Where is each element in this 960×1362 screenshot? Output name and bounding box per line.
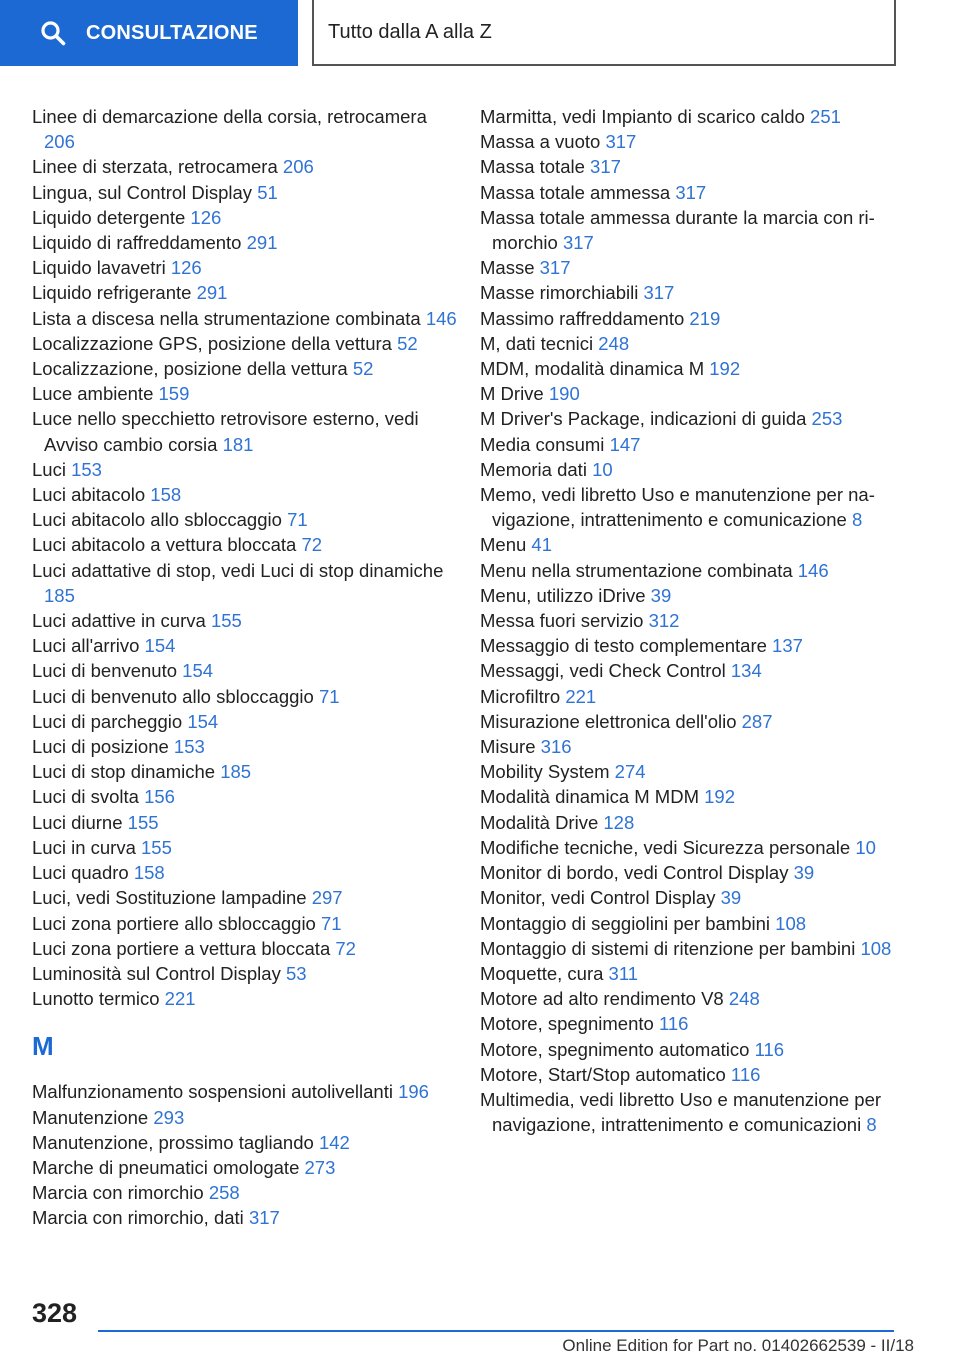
footer-divider	[98, 1330, 894, 1332]
index-entry	[480, 885, 910, 910]
entry-text: Massimo raffreddamento	[480, 307, 685, 329]
index-entry	[32, 306, 462, 331]
entry-text: Massa totale	[480, 156, 585, 178]
entry-text: Marcia con rimorchio	[32, 1182, 204, 1204]
entry-page-link[interactable]: 317	[643, 282, 675, 304]
entry-page-link[interactable]: 146	[797, 559, 829, 581]
entry-page-link[interactable]: 10	[592, 458, 613, 480]
index-entry	[480, 658, 910, 683]
entry-page-link[interactable]: 39	[793, 862, 815, 884]
entry-text: Massa totale ammessa durante la marcia con rimorchio	[480, 206, 875, 254]
entry-text: Luci diurne	[32, 811, 123, 833]
index-entry	[480, 129, 910, 154]
index-entry	[480, 356, 910, 381]
index-entry	[480, 104, 910, 129]
index-entry	[480, 331, 910, 356]
index-entry	[480, 381, 910, 406]
entry-page-link[interactable]: 39	[720, 887, 742, 909]
entry-page-link[interactable]: 51	[257, 181, 278, 203]
index-entry	[32, 180, 462, 205]
entry-page-link[interactable]: 317	[605, 131, 637, 153]
entry-page-link[interactable]: 221	[164, 988, 196, 1010]
index-entry	[32, 507, 462, 532]
entry-page-link[interactable]: 39	[650, 584, 672, 606]
index-entry	[480, 255, 910, 280]
entry-text: Luci di benvenuto allo sbloccaggio	[32, 685, 314, 707]
entry-page-link[interactable]: 71	[320, 912, 342, 934]
entry-text: Motore, spegnimento	[480, 1013, 654, 1035]
index-entry	[480, 1011, 910, 1036]
entry-page-link[interactable]: 128	[603, 811, 635, 833]
entry-text: Mobility System	[480, 761, 610, 783]
entry-page-link[interactable]: 251	[810, 106, 841, 127]
entry-text: Modalità Drive	[480, 811, 599, 833]
index-entry	[32, 154, 462, 179]
entry-page-link[interactable]: 71	[287, 509, 308, 531]
entry-page-link[interactable]: 185	[220, 761, 252, 783]
entry-page-link[interactable]: 159	[158, 383, 190, 405]
index-entry	[480, 154, 910, 179]
index-entry	[32, 558, 462, 608]
consultazione-tab[interactable]	[0, 0, 298, 66]
entry-page-link[interactable]: 155	[127, 811, 159, 833]
entry-page-link[interactable]: 253	[811, 408, 843, 430]
index-entry	[32, 810, 462, 835]
entry-page-link[interactable]: 185	[44, 584, 75, 606]
entry-page-link[interactable]: 137	[772, 635, 803, 657]
index-entry	[480, 684, 910, 709]
entry-text: Luci abitacolo allo sbloccaggio	[32, 509, 282, 531]
entry-text: Multimedia, vedi libretto Uso e manutenzione per navigazione, intrattenimento e comunicazioni	[480, 1088, 882, 1136]
entry-page-link[interactable]: 312	[648, 610, 680, 632]
index-entry	[32, 658, 462, 683]
entry-page-link[interactable]: 206	[282, 156, 314, 178]
entry-page-link[interactable]: 116	[730, 1063, 761, 1085]
entry-text: Microfiltro	[480, 685, 561, 707]
page-number: 328	[32, 1298, 78, 1328]
entry-page-link[interactable]: 158	[133, 862, 165, 884]
entry-text: Marmitta, vedi Impianto di scarico caldo	[480, 106, 805, 127]
entry-page-link[interactable]: 53	[285, 962, 307, 984]
entry-text: Liquido detergente	[32, 206, 186, 228]
footer-edition: Online Edition for Part no. 01402662539 - II/18	[562, 1336, 914, 1355]
index-entry	[32, 381, 462, 406]
entry-page-link[interactable]: 52	[397, 332, 418, 354]
entry-page-link[interactable]: 317	[248, 1207, 280, 1229]
entry-text: Monitor, vedi Control Display	[480, 887, 716, 909]
index-column-right	[480, 104, 910, 1137]
entry-text: M Driver's Package, indicazioni di guida	[480, 408, 807, 430]
entry-text: Luci quadro	[32, 862, 129, 884]
entry-page-link[interactable]: 316	[540, 736, 572, 758]
entry-text: Memo, vedi libretto Uso e manutenzione per navigazione, intrattenimento e comunicazione	[480, 484, 875, 531]
entry-text: Motore ad alto rendimento V8	[480, 988, 724, 1010]
entry-page-link[interactable]: 71	[318, 685, 340, 707]
entry-page-link[interactable]: 219	[689, 307, 721, 329]
entry-text: Motore, Start/Stop automatico	[480, 1063, 726, 1085]
entry-page-link[interactable]: 156	[144, 786, 175, 808]
entry-page-link[interactable]: 317	[675, 181, 707, 203]
entry-page-link[interactable]: 126	[190, 206, 222, 228]
entry-text: Luci adattive in curva	[32, 610, 206, 632]
entry-text: Luci di svolta	[32, 786, 139, 808]
index-entry	[32, 911, 462, 936]
index-entry	[480, 608, 910, 633]
entry-text: Luci abitacolo a vettura bloccata	[32, 534, 297, 556]
entry-page-link[interactable]: 134	[730, 660, 762, 682]
index-entry	[480, 205, 910, 255]
entry-text: Luci in curva	[32, 836, 136, 858]
entry-text: M Drive	[480, 383, 544, 405]
entry-page-link[interactable]: 293	[153, 1106, 185, 1128]
entry-page-link[interactable]: 116	[658, 1013, 689, 1035]
entry-text: Marche di pneumatici omologate	[32, 1156, 300, 1178]
entry-text: Monitor di bordo, vedi Control Display	[480, 862, 789, 884]
entry-page-link[interactable]: 287	[741, 710, 773, 732]
entry-page-link[interactable]: 142	[318, 1131, 350, 1153]
entry-page-link[interactable]: 72	[335, 937, 356, 959]
index-entry	[32, 684, 462, 709]
entry-text: Menu	[480, 534, 527, 556]
entry-page-link[interactable]: 158	[150, 484, 182, 506]
index-entry	[32, 608, 462, 633]
search-icon	[40, 20, 66, 46]
entry-page-link[interactable]: 8	[851, 509, 863, 531]
entry-text: Manutenzione, prossimo tagliando	[32, 1131, 314, 1153]
entry-text: Linee di sterzata, retrocamera	[32, 156, 278, 178]
entry-text: Linee di demarcazione della corsia, retrocamera	[32, 106, 427, 127]
entry-page-link[interactable]: 248	[728, 988, 760, 1010]
entry-text: Massa totale ammessa	[480, 181, 671, 203]
entry-page-link[interactable]: 258	[208, 1182, 240, 1204]
index-entry	[480, 936, 910, 961]
entry-text: Luce ambiente	[32, 383, 154, 405]
index-entry	[32, 104, 462, 154]
entry-text: Liquido refrigerante	[32, 282, 192, 304]
entry-page-link[interactable]: 190	[548, 383, 580, 405]
entry-text: Lunotto termico	[32, 988, 160, 1010]
entry-page-link[interactable]: 274	[614, 761, 646, 783]
entry-page-link[interactable]: 116	[754, 1038, 785, 1060]
entry-page-link[interactable]: 147	[609, 433, 641, 455]
index-entry	[32, 457, 462, 482]
entry-page-link[interactable]: 297	[311, 887, 343, 909]
entry-page-link[interactable]: 192	[704, 786, 735, 808]
index-entry	[480, 734, 910, 759]
index-entry	[32, 1130, 462, 1155]
index-entry	[32, 255, 462, 280]
index-entry	[480, 457, 910, 482]
index-entry	[32, 356, 462, 381]
entry-page-link[interactable]: 317	[590, 156, 621, 178]
entry-text: Luci di posizione	[32, 736, 169, 758]
entry-text: Luci adattative di stop, vedi Luci di stop dinamiche	[32, 559, 444, 581]
entry-page-link[interactable]: 311	[608, 962, 639, 984]
entry-page-link[interactable]: 10	[855, 836, 876, 858]
entry-text: Massa a vuoto	[480, 131, 601, 153]
entry-text: Marcia con rimorchio, dati	[32, 1207, 244, 1229]
index-entry	[480, 835, 910, 860]
entry-page-link[interactable]: 206	[44, 131, 75, 153]
index-entry	[32, 759, 462, 784]
entry-page-link[interactable]: 248	[598, 332, 630, 354]
entry-text: Luci abitacolo	[32, 484, 146, 506]
entry-page-link[interactable]: 72	[301, 534, 323, 556]
entry-text: Malfunzionamento sospensioni autolivellanti	[32, 1081, 393, 1103]
entry-text: Lingua, sul Control Display	[32, 181, 253, 203]
index-entry	[480, 860, 910, 885]
index-entry	[32, 1079, 462, 1104]
index-entry	[32, 784, 462, 809]
entry-text: Luci	[32, 458, 66, 480]
index-entry	[32, 1155, 462, 1180]
entry-text: Modalità dinamica M MDM	[480, 786, 699, 808]
entry-page-link[interactable]: 291	[246, 232, 278, 254]
index-entry	[480, 1087, 910, 1137]
index-entry	[32, 885, 462, 910]
entry-text: Memoria dati	[480, 458, 587, 480]
index-entry	[480, 406, 910, 431]
entry-text: Misure	[480, 736, 536, 758]
entry-page-link[interactable]: 273	[304, 1156, 336, 1178]
index-column-left	[32, 104, 462, 1231]
entry-text: Motore, spegnimento automatico	[480, 1038, 750, 1060]
entry-page-link[interactable]: 155	[210, 610, 242, 632]
index-entry	[480, 306, 910, 331]
entry-text: Luci di parcheggio	[32, 710, 183, 732]
index-entry	[32, 532, 462, 557]
entry-text: Manutenzione	[32, 1106, 149, 1128]
index-entry	[32, 331, 462, 356]
entry-text: Liquido di raffreddamento	[32, 232, 242, 254]
entry-text: Luci zona portiere allo sbloccaggio	[32, 912, 316, 934]
entry-text: M, dati tecnici	[480, 332, 594, 354]
entry-text: Masse	[480, 257, 535, 279]
section-title: Tutto dalla A alla Z	[328, 20, 492, 43]
entry-page-link[interactable]: 41	[531, 534, 552, 556]
section-title-tab	[312, 0, 896, 66]
entry-page-link[interactable]: 154	[182, 660, 214, 682]
entry-page-link[interactable]: 181	[222, 433, 254, 455]
entry-text: Liquido lavavetri	[32, 257, 166, 279]
entry-page-link[interactable]: 146	[425, 307, 457, 329]
index-entry	[32, 860, 462, 885]
index-entry	[480, 911, 910, 936]
entry-text: Masse rimorchiabili	[480, 282, 639, 304]
index-entry	[480, 633, 910, 658]
index-entry	[480, 784, 910, 809]
index-entry	[32, 1105, 462, 1130]
index-entry	[480, 961, 910, 986]
entry-page-link[interactable]: 108	[775, 912, 807, 934]
index-entry	[32, 633, 462, 658]
entry-page-link[interactable]: 154	[187, 710, 219, 732]
entry-text: Localizzazione GPS, posizione della vettura	[32, 332, 392, 354]
entry-text: Luci, vedi Sostituzione lampadine	[32, 887, 307, 909]
index-entry	[480, 180, 910, 205]
index-entry	[32, 1205, 462, 1230]
index-entry	[480, 759, 910, 784]
entry-text: Lista a discesa nella strumentazione combinata	[32, 307, 421, 329]
index-list-m	[32, 1079, 462, 1230]
entry-text: Media consumi	[480, 433, 605, 455]
index-entry	[32, 205, 462, 230]
entry-text: Luci di benvenuto	[32, 660, 178, 682]
entry-page-link[interactable]: 108	[860, 937, 892, 959]
entry-page-link[interactable]: 8	[866, 1114, 877, 1136]
index-entry	[32, 280, 462, 305]
index-entry	[32, 406, 462, 456]
entry-text: Montaggio di seggiolini per bambini	[480, 912, 771, 934]
index-entry	[480, 810, 910, 835]
entry-text: Luci zona portiere a vettura bloccata	[32, 937, 331, 959]
entry-page-link[interactable]: 221	[565, 685, 597, 707]
entry-text: Modifiche tecniche, vedi Sicurezza personale	[480, 836, 851, 858]
index-entry	[480, 1062, 910, 1087]
entry-page-link[interactable]: 196	[398, 1081, 429, 1103]
index-entry	[32, 986, 462, 1011]
entry-page-link[interactable]: 153	[71, 458, 102, 480]
entry-text: Luminosità sul Control Display	[32, 962, 281, 984]
tab-label: CONSULTAZIONE	[86, 21, 258, 44]
entry-text: Messa fuori servizio	[480, 610, 644, 632]
index-entry	[480, 558, 910, 583]
entry-page-link[interactable]: 192	[709, 358, 741, 380]
entry-page-link[interactable]: 317	[562, 232, 594, 254]
entry-text: Messaggio di testo complementare	[480, 635, 767, 657]
entry-text: Luci all'arrivo	[32, 635, 140, 657]
index-entry	[480, 1037, 910, 1062]
entry-text: Misurazione elettronica dell'olio	[480, 710, 737, 732]
entry-text: Menu nella strumentazione combinata	[480, 559, 793, 581]
entry-text: Montaggio di sistemi di ritenzione per bambini	[480, 937, 856, 959]
entry-page-link[interactable]: 153	[173, 736, 205, 758]
index-entry	[32, 734, 462, 759]
index-entry	[32, 230, 462, 255]
page-header	[0, 0, 960, 66]
index-entry	[32, 1180, 462, 1205]
entry-page-link[interactable]: 291	[196, 282, 228, 304]
entry-page-link[interactable]: 52	[352, 358, 374, 380]
index-entry	[480, 432, 910, 457]
index-entry	[480, 280, 910, 305]
index-entry	[32, 936, 462, 961]
index-entry	[480, 709, 910, 734]
entry-text: Menu, utilizzo iDrive	[480, 584, 646, 606]
index-entry	[480, 482, 910, 532]
entry-page-link[interactable]: 154	[144, 635, 176, 657]
entry-text: Luce nello specchietto retrovisore esterno, vedi Avviso cambio corsia	[32, 408, 419, 455]
entry-text: Moquette, cura	[480, 962, 604, 984]
index-entry	[32, 709, 462, 734]
index-list-right	[480, 104, 910, 1137]
index-entry	[32, 835, 462, 860]
index-entry	[480, 532, 910, 557]
entry-page-link[interactable]: 126	[170, 257, 202, 279]
entry-page-link[interactable]: 155	[141, 836, 172, 858]
index-entry	[480, 583, 910, 608]
index-entry	[480, 986, 910, 1011]
entry-text: Messaggi, vedi Check Control	[480, 660, 726, 682]
entry-text: Luci di stop dinamiche	[32, 761, 216, 783]
section-letter: M	[32, 1031, 54, 1062]
entry-page-link[interactable]: 317	[539, 257, 571, 279]
index-list-l	[32, 104, 462, 1011]
entry-text: MDM, modalità dinamica M	[480, 358, 705, 380]
entry-text: Localizzazione, posizione della vettura	[32, 358, 348, 380]
index-entry	[32, 961, 462, 986]
index-entry	[32, 482, 462, 507]
